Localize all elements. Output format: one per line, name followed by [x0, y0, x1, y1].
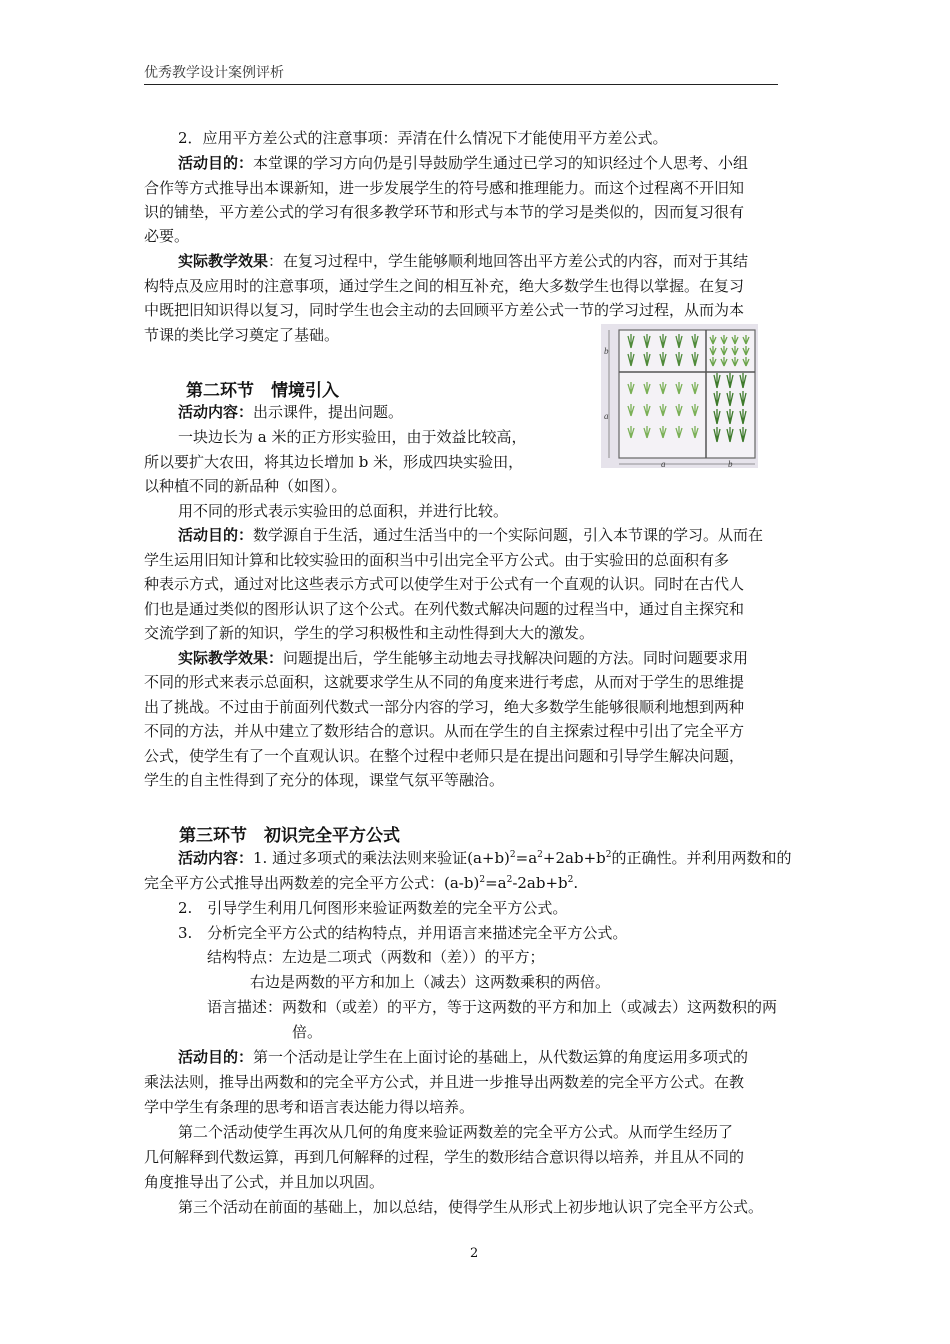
section-3-item-3: 3. 分析完全平方公式的结构特点，并用语言来描述完全平方公式。 — [178, 924, 628, 942]
section-2-problem-line-2: 所以要扩大农田，将其边长增加 b 米，形成四块实验田， — [144, 453, 524, 471]
section-2-effect-line-6: 学生的自主性得到了充分的体现，课堂气氛平等融洽。 — [144, 771, 505, 789]
review-goal-line-2: 合作等方式推导出本课新知，进一步发展学生的符号感和推理能力。而这个过程离不开旧知 — [144, 179, 745, 197]
section-3-para-2-line-2: 几何解释到代数运算，再到几何解释的过程，学生的数形结合意识得以培养，并且从不同的 — [144, 1148, 745, 1166]
section-3-goal-label: 活动目的： — [178, 1048, 254, 1066]
review-goal-line-3: 识的铺垫，平方差公式的学习有很多教学环节和形式与本节的学习是类似的，因而复习很有 — [144, 203, 745, 221]
section-3-para-2-line-1: 第二个活动使学生再次从几何的角度来验证两数差的完全平方公式。从而学生经历了 — [178, 1123, 734, 1141]
section-3-title: 第三环节 初识完全平方公式 — [179, 826, 400, 846]
section-2-goal-line-1: 活动目的：数学源自于生活，通过生活当中的一个实际问题，引入本节课的学习。从而在 — [178, 526, 764, 544]
section-2-goal-line-5: 交流学到了新的知识，学生的学习积极性和主动性得到大大的激发。 — [144, 624, 595, 642]
field-label-a-bottom: a — [661, 459, 666, 468]
review-goal-line-1: 活动目的：本堂课的学习方向仍是引导鼓励学生通过已学习的知识经过个人思考、小组 — [178, 154, 749, 172]
page-number: 2 — [470, 1246, 479, 1261]
section-2-goal-label: 活动目的： — [178, 526, 254, 544]
review-goal-label: 活动目的： — [178, 154, 254, 172]
review-effect-line-4: 节课的类比学习奠定了基础。 — [144, 326, 340, 344]
section-3-para-2-line-3: 角度推导出了公式，并且加以巩固。 — [144, 1173, 385, 1191]
section-2-effect-line-3: 出了挑战。不过由于前面列代数式一部分内容的学习，绝大多数学生能够很顺利地想到两种 — [144, 698, 745, 716]
header-rule — [144, 84, 778, 85]
section-3-structure-2: 右边是两数的平方和加上（减去）这两数乘积的两倍。 — [250, 973, 611, 991]
field-label-b-bottom: b — [728, 459, 733, 468]
section-3-content-label: 活动内容： — [178, 849, 254, 867]
section-2-goal-line-2: 学生运用旧知计算和比较实验田的面积当中引出完全平方公式。由于实验田的总面积有多 — [144, 551, 730, 569]
section-3-goal-line-1: 活动目的：第一个活动是让学生在上面讨论的基础上，从代数运算的角度运用多项式的 — [178, 1048, 749, 1066]
section-3-structure-1: 结构特点：左边是二项式（两数和（差））的平方； — [207, 948, 545, 966]
section-3-content-line-1: 活动内容：1. 通过多项式的乘法法则来验证$(a+b)^2=a^2+2ab+b^2$的正确性。并利用两数和的 — [178, 849, 792, 867]
section-2-problem-line-1: 一块边长为 a 米的正方形实验田，由于效益比较高， — [178, 428, 527, 446]
review-effect-line-1: 实际教学效果：在复习过程中，学生能够顺利地回答出平方差公式的内容，而对于其结 — [178, 252, 749, 270]
section-3-goal-line-3: 学中学生有条理的思考和语言表达能力得以培养。 — [144, 1098, 475, 1116]
section-2-problem-line-3: 以种植不同的新品种（如图）。 — [144, 477, 347, 495]
section-2-effect-line-1: 实际教学效果：问题提出后，学生能够主动地去寻找解决问题的方法。同时问题要求用 — [178, 649, 749, 667]
review-effect-line-2: 构特点及应用时的注意事项，通过学生之间的相互补充，绝大多数学生也得以掌握。在复习 — [144, 277, 745, 295]
section-2-effect-line-4: 不同的方法，并从中建立了数形结合的意识。从而在学生的自主探索过程中引出了完全平方 — [144, 722, 745, 740]
section-3-para-3: 第三个活动在前面的基础上，加以总结，使得学生从形式上初步地认识了完全平方公式。 — [178, 1198, 764, 1216]
section-3-language-1: 语言描述：两数和（或差）的平方，等于这两数的平方和加上（或减去）这两数积的两 — [207, 998, 778, 1016]
section-3-goal-line-2: 乘法法则，推导出两数和的完全平方公式，并且进一步推导出两数差的完全平方公式。在教 — [144, 1073, 745, 1091]
section-2-title: 第二环节 情境引入 — [186, 381, 339, 401]
review-item-2: 2．应用平方差公式的注意事项：弄清在什么情况下才能使用平方差公式。 — [178, 129, 668, 147]
section-2-effect-label: 实际教学效果： — [178, 649, 284, 667]
review-effect-line-3: 中既把旧知识得以复习，同时学生也会主动的去回顾平方差公式一节的学习过程，从而为本 — [144, 301, 745, 319]
field-figure — [601, 324, 758, 468]
section-3-item-2: 2. 引导学生利用几何图形来验证两数差的完全平方公式。 — [178, 899, 568, 917]
review-effect-label: 实际教学效果 — [178, 252, 269, 270]
section-2-content-label: 活动内容： — [178, 403, 254, 421]
section-3-language-2: 倍。 — [292, 1023, 323, 1041]
field-label-a-left: a — [604, 411, 609, 421]
running-header: 优秀教学设计案例评析 — [144, 65, 284, 81]
section-2-effect-line-5: 公式，使学生有了一个直观认识。在整个过程中老师只是在提出问题和引导学生解决问题， — [144, 747, 745, 765]
field-label-b-left: b — [604, 346, 609, 356]
section-2-effect-line-2: 不同的形式来表示总面积，这就要求学生从不同的角度来进行考虑，从而对于学生的思维提 — [144, 673, 745, 691]
section-2-goal-line-3: 种表示方式，通过对比这些表示方式可以使学生对于公式有一个直观的认识。同时在古代人 — [144, 575, 745, 593]
section-2-goal-line-4: 们也是通过类似的图形认识了这个公式。在列代数式解决问题的过程当中，通过自主探究和 — [144, 600, 745, 618]
section-2-content: 活动内容：出示课件，提出问题。 — [178, 403, 404, 421]
section-3-content-line-2: 完全平方公式推导出两数差的完全平方公式：$(a-b)^2=a^2-2ab+b^2$. — [144, 874, 579, 892]
section-2-problem-line-4: 用不同的形式表示实验田的总面积，并进行比较。 — [178, 502, 509, 520]
review-goal-line-4: 必要。 — [144, 227, 190, 245]
